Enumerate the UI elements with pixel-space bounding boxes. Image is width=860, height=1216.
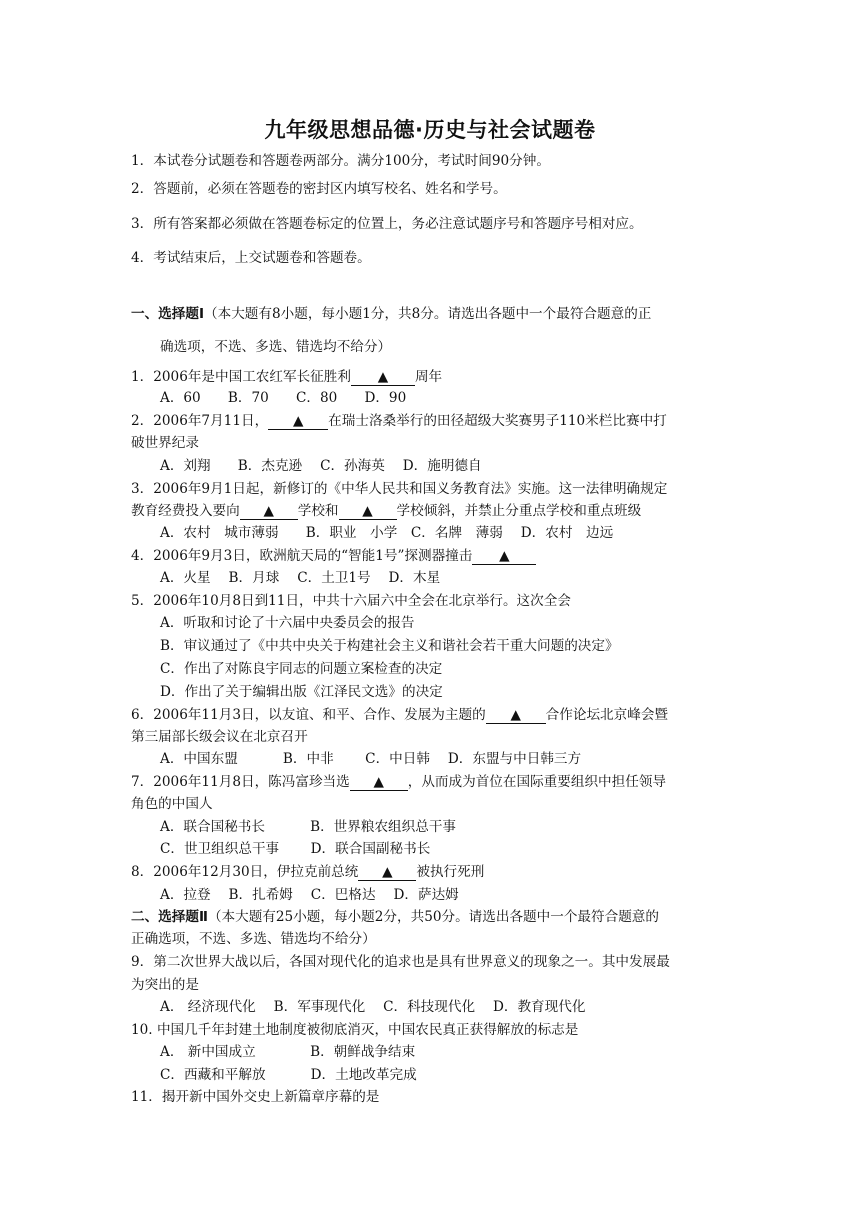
question-4-options: A．火星 B．月球 C．土卫1号 D．木星 — [160, 570, 441, 586]
question-5-stem: 5．2006年10月8日到11日，中共十六届六中全会在北京举行。这次全会 — [131, 593, 571, 609]
answer-blank: ▲ — [472, 549, 536, 565]
section1-heading-line — [131, 305, 651, 323]
instruction-2: 2．答题前，必须在答题卷的密封区内填写校名、姓名和学号。 — [131, 181, 507, 197]
answer-blank: ▲ — [268, 414, 328, 430]
q6-text-end: 合作论坛北京峰会暨 — [545, 707, 669, 723]
question-7-options-1: A．联合国秘书长 B．世界粮农组织总干事 — [160, 819, 457, 835]
answer-blank: ▲ — [486, 708, 546, 724]
question-1-stem — [131, 368, 442, 386]
question-2-stem-cont: 破世界纪录 — [131, 435, 199, 451]
instruction-3: 3．所有答案都必须做在答题卷标定的位置上，务必注意试题序号和答题序号相对应。 — [131, 216, 643, 232]
question-10-options-2: C．西藏和平解放 D．土地改革完成 — [160, 1067, 417, 1083]
question-4-stem — [131, 547, 536, 565]
q7-text-end: ，从而成为首位在国际重要组织中担任领导 — [407, 774, 667, 790]
question-11-stem: 11．揭开新中国外交史上新篇章序幕的是 — [131, 1089, 380, 1105]
answer-blank: ▲ — [240, 504, 298, 520]
question-2-options: A．刘翔 B．杰克逊 C．孙海英 D．施明德自 — [160, 458, 482, 474]
instruction-4: 4．考试结束后，上交试题卷和答题卷。 — [131, 250, 371, 266]
question-7-stem — [131, 773, 666, 791]
answer-blank: ▲ — [358, 865, 416, 881]
question-10-stem: 10. 中国几千年封建土地制度被彻底消灭，中国农民真正获得解放的标志是 — [131, 1022, 579, 1038]
question-5-option-d: D．作出了关于编辑出版《江泽民文选》的决定 — [160, 684, 443, 700]
section2-heading: 二、选择题Ⅱ — [131, 909, 208, 925]
question-5-option-b: B．审议通过了《中共中央关于构建社会主义和谐社会若干重大问题的决定》 — [160, 638, 619, 654]
q3-text-mid: 学校和 — [297, 503, 339, 519]
question-8-options: A．拉登 B．扎希姆 C．巴格达 D．萨达姆 — [160, 887, 459, 903]
section2-heading-line — [131, 908, 659, 926]
q1-text-end: 周年 — [414, 369, 443, 385]
instruction-1: 1．本试卷分试题卷和答题卷两部分。满分100分，考试时间90分钟。 — [131, 153, 550, 169]
q2-text-end: 在瑞士洛桑举行的田径超级大奖赛男子110米栏比赛中打 — [328, 413, 667, 429]
question-3-stem: 3．2006年9月1日起，新修订的《中华人民共和国义务教育法》实施。这一法律明确规定 — [131, 481, 668, 497]
q8-text-end: 被执行死刑 — [416, 864, 485, 880]
q8-text: 8．2006年12月30日，伊拉克前总统 — [131, 864, 359, 880]
q2-text: 2．2006年7月11日， — [131, 413, 269, 429]
answer-blank: ▲ — [350, 775, 408, 791]
question-3-options: A．农村 城市薄弱 B．职业 小学 C．名牌 薄弱 D．农村 边远 — [160, 525, 614, 541]
question-6-stem-cont: 第三届部长级会议在北京召开 — [131, 729, 308, 745]
question-3-stem-cont — [131, 502, 641, 520]
question-5-option-c: C．作出了对陈良宇同志的问题立案检查的决定 — [160, 661, 443, 677]
q4-text: 4．2006年9月3日，欧洲航天局的“智能1号”探测器撞击 — [131, 548, 473, 564]
page-title: 九年级思想品德·历史与社会试题卷 — [264, 118, 596, 142]
question-7-stem-cont: 角色的中国人 — [131, 796, 213, 812]
question-9-options: A． 经济现代化 B．军事现代化 C．科技现代化 D．教育现代化 — [160, 999, 586, 1015]
section2-desc-cont: 正确选项，不选、多选、错选均不给分） — [131, 931, 376, 947]
question-1-options: A．60 B．70 C．80 D．90 — [160, 390, 407, 406]
q6-text: 6．2006年11月3日，以友谊、和平、合作、发展为主题的 — [131, 707, 486, 723]
question-5-option-a: A．听取和讨论了十六届中央委员会的报告 — [160, 615, 415, 631]
q7-text: 7．2006年11月8日，陈冯富珍当选 — [131, 774, 350, 790]
section1-desc: （本大题有8小题，每小题1分，共8分。请选出各题中一个最符合题意的正 — [204, 306, 652, 322]
question-7-options-2: C．世卫组织总干事 D．联合国副秘书长 — [160, 841, 431, 857]
question-6-options: A．中国东盟 B．中非 C．中日韩 D．东盟与中日韩三方 — [160, 751, 582, 767]
question-10-options-1: A． 新中国成立 B．朝鲜战争结束 — [160, 1044, 416, 1060]
section2-desc: （本大题有25小题，每小题2分，共50分。请选出各题中一个最符合题意的 — [207, 909, 659, 925]
section1-heading: 一、选择题Ⅰ — [131, 306, 205, 322]
q3-text: 教育经费投入要向 — [131, 503, 240, 519]
answer-blank: ▲ — [339, 504, 397, 520]
answer-blank: ▲ — [351, 370, 415, 386]
question-8-stem — [131, 863, 484, 881]
question-9-stem: 9．第二次世界大战以后，各国对现代化的追求也是具有世界意义的现象之一。其中发展最 — [131, 954, 670, 970]
q3-text-end: 学校倾斜，并禁止分重点学校和重点班级 — [396, 503, 642, 519]
q1-text: 1．2006年是中国工农红军长征胜利 — [131, 369, 351, 385]
section1-desc-cont: 确选项，不选、多选、错选均不给分） — [160, 339, 392, 355]
question-6-stem — [131, 706, 668, 724]
question-9-stem-cont: 为突出的是 — [131, 977, 199, 993]
question-2-stem — [131, 412, 667, 430]
